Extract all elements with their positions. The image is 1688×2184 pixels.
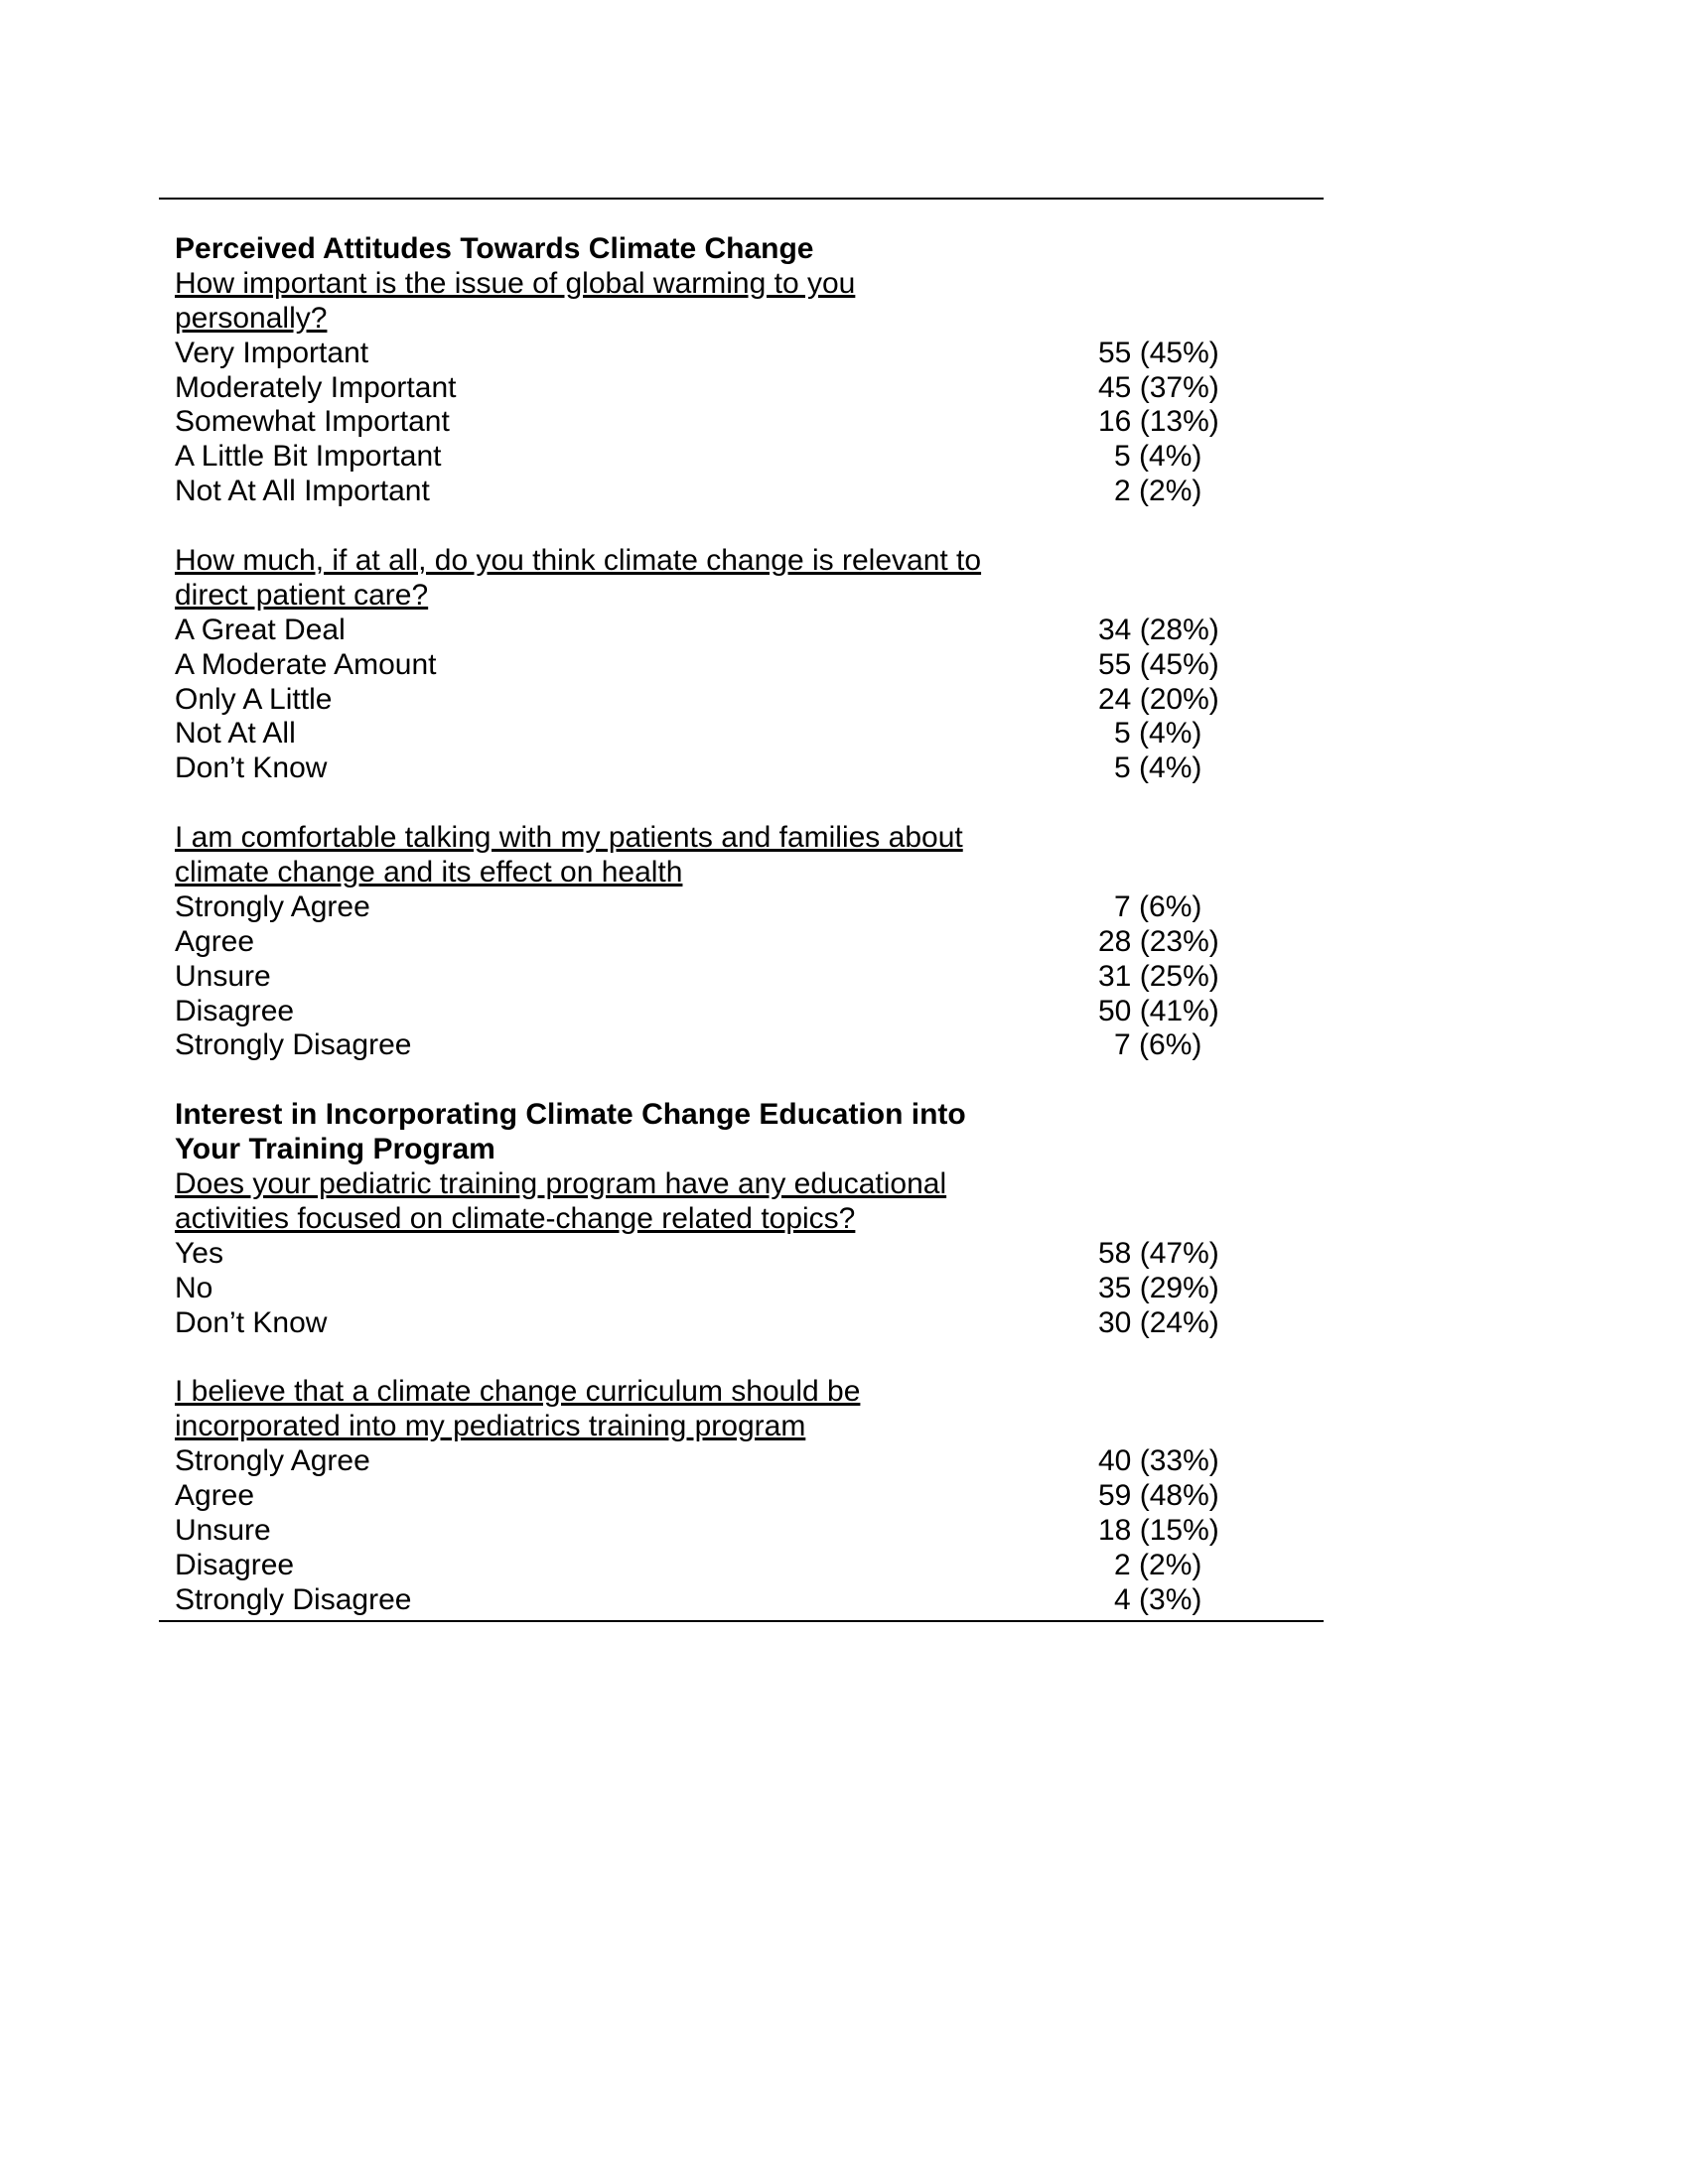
spacer (175, 509, 1247, 544)
question-text (175, 1202, 1247, 1237)
table-row (175, 1237, 1247, 1272)
spacer (175, 1341, 1247, 1376)
response-label: Unsure (175, 959, 271, 993)
table-row (175, 925, 1247, 960)
response-value: 55 (45%) (1098, 336, 1219, 369)
response-label: No (175, 1271, 213, 1304)
response-label: Not At All Important (175, 475, 430, 508)
response-value: 7 (6%) (1114, 889, 1202, 923)
response-value: 2 (2%) (1114, 1548, 1202, 1581)
response-value: 4 (3%) (1114, 1582, 1202, 1616)
response-label: Don’t Know (175, 1305, 328, 1339)
table-row (175, 1583, 1247, 1618)
table-row (175, 683, 1247, 718)
response-value: 24 (20%) (1098, 682, 1219, 716)
response-label: Disagree (175, 994, 295, 1027)
survey-results-table (175, 232, 1247, 1618)
response-label: Somewhat Important (175, 405, 450, 439)
table-row (175, 1272, 1247, 1306)
question-text (175, 1375, 1247, 1410)
response-label: Very Important (175, 336, 369, 369)
question-text (175, 302, 1247, 337)
table-row (175, 1479, 1247, 1514)
response-label: Disagree (175, 1548, 295, 1581)
table-row (175, 995, 1247, 1029)
spacer (175, 1063, 1247, 1098)
question-line: climate change and its effect on health (175, 856, 683, 889)
question-text (175, 267, 1247, 302)
response-value: 50 (41%) (1098, 994, 1219, 1027)
section-heading (175, 1098, 1247, 1133)
table-row (175, 1549, 1247, 1583)
table-row (175, 1306, 1247, 1341)
table-row (175, 371, 1247, 406)
response-label: Yes (175, 1236, 223, 1270)
table-row (175, 614, 1247, 648)
question-text (175, 1410, 1247, 1444)
response-value: 31 (25%) (1098, 959, 1219, 993)
question-text (175, 821, 1247, 856)
section-heading-text: Your Training Program (175, 1133, 495, 1166)
question-text (175, 856, 1247, 890)
section-heading-text: Perceived Attitudes Towards Climate Change (175, 232, 814, 265)
question-text (175, 1167, 1247, 1202)
response-label: Strongly Agree (175, 1444, 370, 1478)
response-label: Don’t Know (175, 751, 328, 785)
response-value: 59 (48%) (1098, 1479, 1219, 1513)
table-bottom-rule (159, 1620, 1324, 1622)
table-row (175, 717, 1247, 751)
response-label: Strongly Disagree (175, 1582, 412, 1616)
response-value: 58 (47%) (1098, 1236, 1219, 1270)
table-row (175, 890, 1247, 925)
response-value: 28 (23%) (1098, 924, 1219, 958)
response-label: Strongly Disagree (175, 1028, 412, 1062)
section-heading-text: Interest in Incorporating Climate Change Education into (175, 1098, 966, 1132)
response-value: 55 (45%) (1098, 647, 1219, 681)
table-row (175, 440, 1247, 475)
section-heading (175, 1133, 1247, 1167)
response-value: 16 (13%) (1098, 405, 1219, 439)
response-value: 30 (24%) (1098, 1305, 1219, 1339)
response-value: 45 (37%) (1098, 370, 1219, 404)
question-line: I believe that a climate change curriculum should be (175, 1375, 861, 1409)
question-line: direct patient care? (175, 578, 429, 612)
question-line: I am comfortable talking with my patients and families about (175, 821, 963, 855)
response-label: A Great Deal (175, 613, 346, 646)
table-row (175, 475, 1247, 509)
table-row (175, 337, 1247, 371)
response-label: Not At All (175, 717, 296, 751)
response-label: Moderately Important (175, 370, 457, 404)
response-value: 40 (33%) (1098, 1444, 1219, 1478)
table-top-rule (159, 198, 1324, 200)
table-row (175, 648, 1247, 683)
table-row (175, 405, 1247, 440)
question-text (175, 579, 1247, 614)
response-label: Strongly Agree (175, 889, 370, 923)
question-line: incorporated into my pediatrics training program (175, 1410, 806, 1443)
response-value: 7 (6%) (1114, 1028, 1202, 1062)
question-text (175, 544, 1247, 579)
response-label: A Little Bit Important (175, 440, 442, 474)
response-value: 5 (4%) (1114, 440, 1202, 474)
question-line: How much, if at all, do you think climate change is relevant to (175, 544, 982, 578)
response-label: Unsure (175, 1513, 271, 1547)
question-line: Does your pediatric training program have any educational (175, 1167, 947, 1201)
response-value: 18 (15%) (1098, 1513, 1219, 1547)
question-line: personally? (175, 301, 328, 335)
response-value: 5 (4%) (1114, 717, 1202, 751)
response-value: 35 (29%) (1098, 1271, 1219, 1304)
response-label: Only A Little (175, 682, 333, 716)
section-heading (175, 232, 1247, 267)
question-line: activities focused on climate-change related topics? (175, 1201, 856, 1235)
table-row (175, 1514, 1247, 1549)
table-row (175, 960, 1247, 995)
response-label: A Moderate Amount (175, 647, 437, 681)
response-value: 34 (28%) (1098, 613, 1219, 646)
response-label: Agree (175, 1479, 255, 1513)
response-value: 5 (4%) (1114, 751, 1202, 785)
table-row (175, 751, 1247, 786)
table-row (175, 1444, 1247, 1479)
question-line: How important is the issue of global warming to you (175, 266, 856, 300)
response-label: Agree (175, 924, 255, 958)
spacer (175, 786, 1247, 821)
table-row (175, 1028, 1247, 1063)
response-value: 2 (2%) (1114, 475, 1202, 508)
